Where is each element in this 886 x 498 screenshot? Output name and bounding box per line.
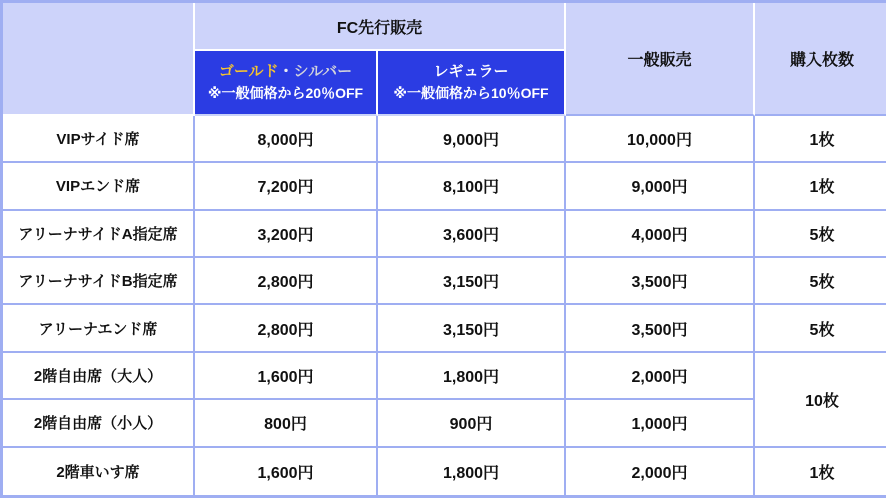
general-price-cell: 2,000円: [566, 353, 755, 400]
regular-price-cell: 3,600円: [378, 211, 566, 258]
seat-name-cell: アリーナサイドB指定席: [3, 258, 195, 305]
gold-silver-price-cell: 1,600円: [195, 448, 378, 495]
gold-silver-header-cell: [195, 51, 378, 116]
purchase-limit-header-cell: 購入枚数: [755, 3, 886, 116]
seat-name-cell: アリーナサイドA指定席: [3, 211, 195, 258]
table-row: [3, 353, 886, 400]
regular-price-cell: 9,000円: [378, 116, 566, 163]
seat-name-cell: アリーナエンド席: [3, 305, 195, 352]
seat-name-cell: 2階自由席（大人）: [3, 353, 195, 400]
general-price-cell: 4,000円: [566, 211, 755, 258]
table-row: [3, 258, 886, 305]
gold-silver-price-cell: 8,000円: [195, 116, 378, 163]
general-price-cell: 9,000円: [566, 163, 755, 210]
regular-price-cell: 3,150円: [378, 305, 566, 352]
header-row-1: [3, 3, 886, 51]
seat-name-cell: 2階自由席（小人）: [3, 400, 195, 447]
general-price-cell: 3,500円: [566, 305, 755, 352]
regular-header-cell: [378, 51, 566, 116]
gold-silver-price-cell: 7,200円: [195, 163, 378, 210]
gold-silver-price-cell: 2,800円: [195, 258, 378, 305]
general-price-cell: 10,000円: [566, 116, 755, 163]
purchase-limit-cell: 1枚: [755, 448, 886, 495]
table-row: [3, 163, 886, 210]
purchase-limit-cell: 1枚: [755, 163, 886, 210]
general-sale-header-cell: 一般販売: [566, 3, 755, 116]
corner-empty-cell: [3, 3, 195, 116]
regular-price-cell: 1,800円: [378, 353, 566, 400]
table-row: [3, 211, 886, 258]
regular-discount-note: ※一般価格から10％OFF: [393, 85, 549, 102]
gold-silver-price-cell: 800円: [195, 400, 378, 447]
gold-silver-discount-note: ※一般価格から20％OFF: [207, 85, 364, 102]
purchase-limit-merged-cell: 10枚: [755, 353, 886, 448]
gold-silver-tier-label: [199, 60, 372, 83]
table-row: [3, 305, 886, 352]
table-row: [3, 448, 886, 495]
price-table: [3, 3, 886, 495]
general-price-cell: 1,000円: [566, 400, 755, 447]
general-price-cell: 3,500円: [566, 258, 755, 305]
regular-price-cell: 900円: [378, 400, 566, 447]
purchase-limit-cell: 5枚: [755, 211, 886, 258]
gold-silver-price-cell: 2,800円: [195, 305, 378, 352]
purchase-limit-cell: 5枚: [755, 258, 886, 305]
silver-label: シルバー: [293, 63, 353, 81]
general-price-cell: 2,000円: [566, 448, 755, 495]
purchase-limit-cell: 5枚: [755, 305, 886, 352]
regular-tier-label: レギュラー: [433, 63, 509, 81]
gold-label: ゴールド: [218, 63, 279, 81]
regular-price-cell: 1,800円: [378, 448, 566, 495]
gold-silver-price-cell: 1,600円: [195, 353, 378, 400]
purchase-limit-cell: 1枚: [755, 116, 886, 163]
table-row: [3, 400, 886, 447]
seat-name-cell: VIPサイド席: [3, 116, 195, 163]
seat-name-cell: VIPエンド席: [3, 163, 195, 210]
fc-presale-header-cell: FC先行販売: [195, 3, 566, 51]
table-row: [3, 116, 886, 163]
regular-price-cell: 3,150円: [378, 258, 566, 305]
seat-name-cell: 2階車いす席: [3, 448, 195, 495]
tier-separator: ・: [278, 63, 294, 81]
regular-price-cell: 8,100円: [378, 163, 566, 210]
gold-silver-price-cell: 3,200円: [195, 211, 378, 258]
